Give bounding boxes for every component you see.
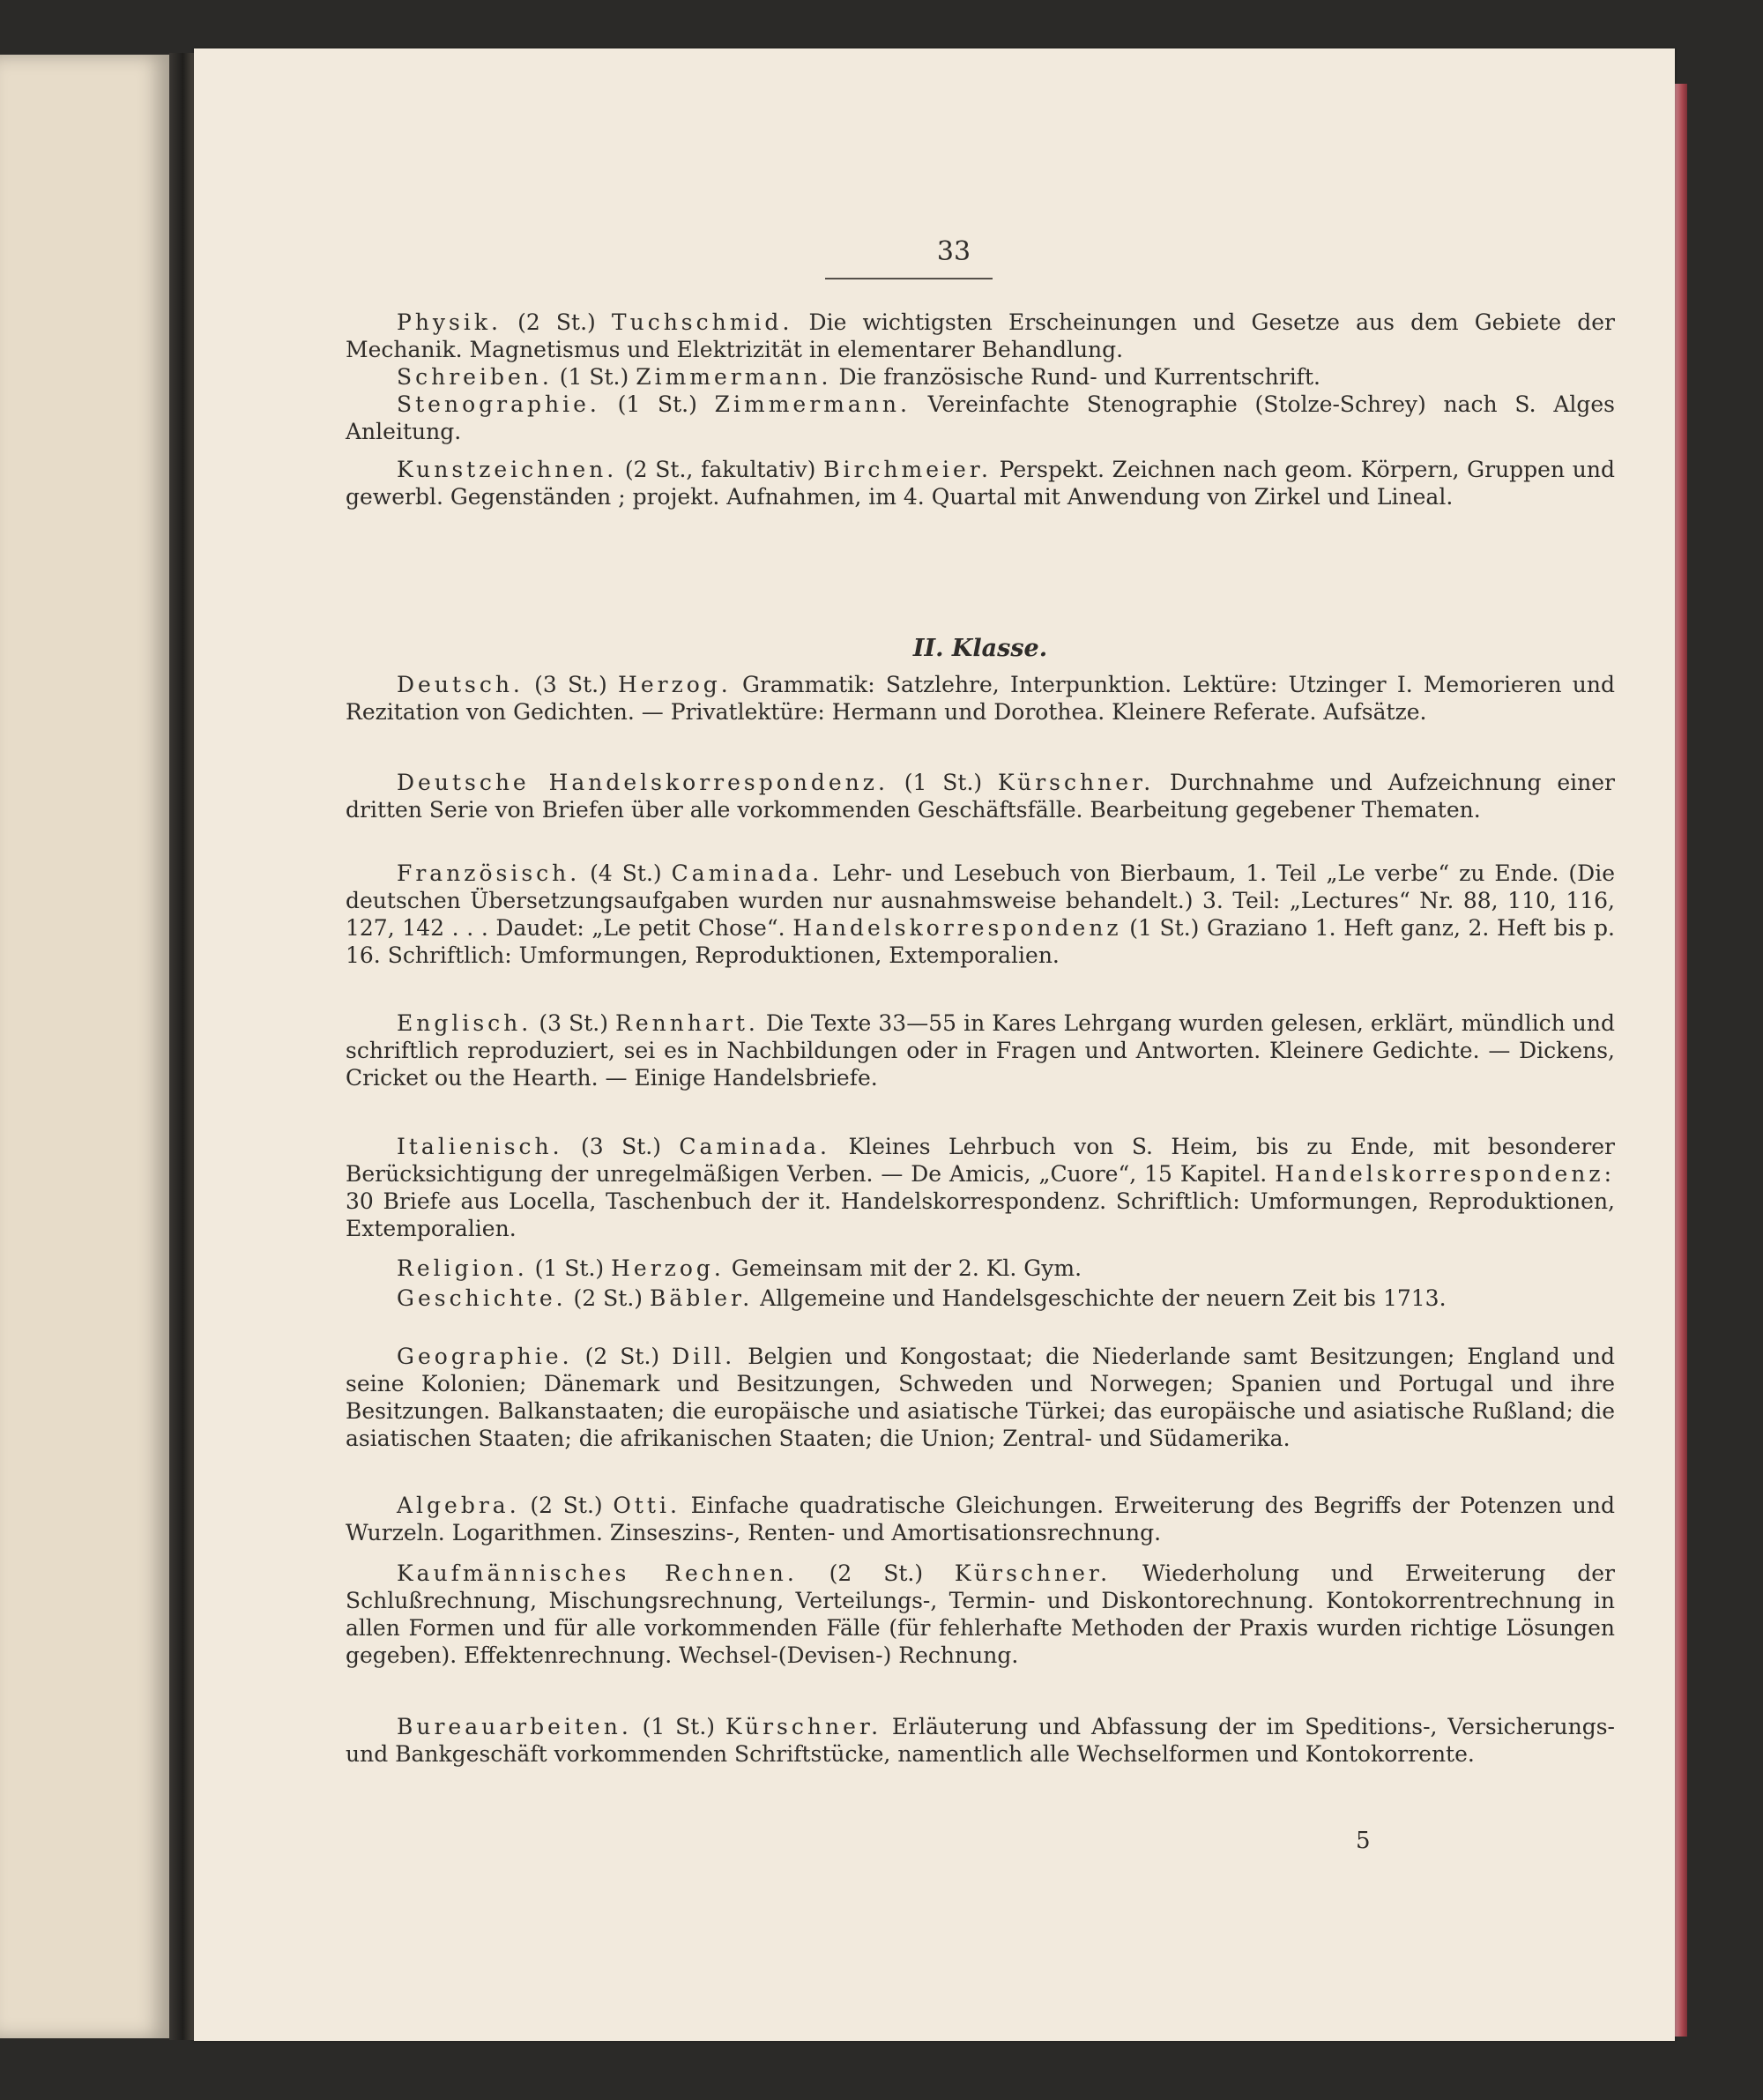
subject: Englisch.	[397, 1010, 532, 1036]
left-page-edge	[0, 55, 171, 2038]
entry-stenographie: Stenographie. (1 St.) Zimmermann. Vereinfachte Stenographie (Stolze-Schrey) nach S. Alges Anleitung.	[346, 391, 1616, 444]
subject: Deutsch.	[397, 672, 524, 697]
subject: Deutsche Handelskorrespondenz.	[397, 770, 889, 795]
entry-bureauarbeiten: Bureauarbeiten. (1 St.) Kürschner. Erläuterung und Abfassung der im Speditions-, Versicherungs- und Bankgeschäft vorkommenden Schriftstücke, namentlich alle Wechselformen und Kontokorrente.	[346, 1714, 1615, 1767]
page	[194, 48, 1675, 2041]
teacher: Otti.	[613, 1493, 681, 1518]
subject: Kunstzeichnen.	[397, 457, 618, 482]
entry-deutsch: Deutsch. (3 St.) Herzog. Grammatik: Satzlehre, Interpunktion. Lektüre: Utzinger I. Memorieren und Rezitation von Gedichten. — Privatlektüre: Hermann und Dorothea. Kleinere Referate. Aufsätze.	[346, 672, 1615, 725]
entry-franzoesisch: Französisch. (4 St.) Caminada. Lehr- und Lesebuch von Bierbaum, 1. Teil „Le verbe“ zu Ende. (Die deutschen Übersetzungsaufgaben wurden nur ausnahmsweise behandelt.) 3. Teil: „Lectures“ Nr. 88, 110, 116, 127, 142 . . . Daudet: „Le petit Chose“. Handelskorrespondenz (1 St.) Graziano 1. Heft ganz, 2. Heft bis p. 16. Schriftlich: Umformungen, Reproduktionen, Extemporalien.	[346, 860, 1615, 968]
subject: Physik.	[397, 309, 502, 335]
entry-kunstzeichnen: Kunstzeichnen. (2 St., fakultativ) Birchmeier. Perspekt. Zeichnen nach geom. Körpern, Gruppen und gewerbl. Gegenständen ; projekt. Aufnahmen, im 4. Quartal mit Anwendung von Zirkel und Lineal.	[346, 457, 1615, 510]
subject: Kaufmännisches Rechnen.	[397, 1560, 798, 1586]
subject: Bureauarbeiten.	[397, 1714, 632, 1739]
entry-religion: Religion. (1 St.) Herzog. Gemeinsam mit der 2. Kl. Gym.	[397, 1255, 1082, 1281]
signature-mark: 5	[1356, 1828, 1371, 1854]
teacher: Kürschner.	[954, 1560, 1112, 1586]
subject: Stenographie.	[397, 391, 600, 417]
entry-geographie: Geographie. (2 St.) Dill. Belgien und Kongostaat; die Niederlande samt Besitzungen; England und seine Kolonien; Dänemark und Besitzungen, Schweden und Norwegen; Spanien und Portugal und ihre Besitzungen. Balkanstaaten; die europäische und asiatische Türkei; das europäische und asiatische Rußland; die asiatischen Staaten; die afrikanischen Staaten; die Union; Zentral- und Südamerika.	[346, 1344, 1615, 1451]
teacher: Herzog.	[611, 1255, 725, 1281]
teacher: Zimmermann.	[636, 364, 832, 390]
red-page-edge	[1675, 84, 1687, 2037]
subject: Schreiben.	[397, 364, 553, 390]
entry-italienisch: Italienisch. (3 St.) Caminada. Kleines Lehrbuch von S. Heim, bis zu Ende, mit besonderer Berücksichtigung der unregelmäßigen Verben. — De Amicis, „Cuore“, 15 Kapitel. Handelskorrespondenz: 30 Briefe aus Locella, Taschenbuch der it. Handelskorrespondenz. Schriftlich: Umformungen, Reproduktionen, Extemporalien.	[346, 1134, 1616, 1241]
page-number: 33	[936, 236, 971, 267]
book-gutter	[169, 53, 194, 2040]
subject: Italienisch.	[397, 1134, 563, 1159]
teacher: Caminada.	[679, 1134, 831, 1159]
teacher: Zimmermann.	[714, 391, 911, 417]
teacher: Rennhart.	[615, 1010, 759, 1036]
teacher: Kürschner.	[725, 1714, 882, 1739]
teacher: Kürschner.	[998, 770, 1155, 795]
section-heading: II. Klasse.	[912, 635, 1048, 662]
teacher: Tuchschmid.	[611, 309, 793, 335]
subject: Französisch.	[397, 860, 581, 886]
teacher: Caminada.	[671, 860, 823, 886]
entry-geschichte: Geschichte. (2 St.) Bäbler. Allgemeine und Handelsgeschichte der neuern Zeit bis 1713.	[397, 1285, 1447, 1311]
entry-handelskorrespondenz: Deutsche Handelskorrespondenz. (1 St.) Kürschner. Durchnahme und Aufzeichnung einer dritten Serie von Briefen über alle vorkommenden Geschäftsfälle. Bearbeitung gegebener Thematen.	[346, 770, 1616, 823]
entry-schreiben: Schreiben. (1 St.) Zimmermann. Die französische Rund- und Kurrentschrift.	[397, 364, 1320, 390]
entry-kaufmaennisches-rechnen: Kaufmännisches Rechnen. (2 St.) Kürschner. Wiederholung und Erweiterung der Schlußrechnung, Mischungsrechnung, Verteilungs-, Termin- und Diskontorechnung. Kontokorrentrechnung in allen Formen und für alle vorkommenden Fälle (für fehlerhafte Methoden der Praxis wurden richtige Lösungen gegeben). Effektenrechnung. Wechsel-(Devisen-) Rechnung.	[346, 1560, 1615, 1668]
teacher: Birchmeier.	[823, 457, 992, 482]
entry-algebra: Algebra. (2 St.) Otti. Einfache quadratische Gleichungen. Erweiterung des Begriffs der Potenzen und Wurzeln. Logarithmen. Zinseszins-, Renten- und Amortisationsrechnung.	[346, 1493, 1616, 1545]
subject: Religion.	[397, 1255, 528, 1281]
teacher: Herzog.	[618, 672, 732, 697]
entry-englisch: Englisch. (3 St.) Rennhart. Die Texte 33—55 in Kares Lehrgang wurden gelesen, erklärt, mündlich und schriftlich reproduziert, sei es in Nachbildungen oder in Fragen und Antworten. Kleinere Gedichte. — Dickens, Cricket ou the Hearth. — Einige Handelsbriefe.	[346, 1010, 1616, 1091]
teacher: Dill.	[672, 1344, 736, 1369]
subject: Geschichte.	[397, 1285, 567, 1311]
teacher: Bäbler.	[649, 1285, 754, 1311]
entry-physik: Physik. (2 St.) Tuchschmid. Die wichtigsten Erscheinungen und Gesetze aus dem Gebiete der Mechanik. Magnetismus und Elektrizität in elementarer Behandlung.	[346, 309, 1615, 362]
header-rule	[825, 278, 993, 279]
subject: Geographie.	[397, 1344, 573, 1369]
subject: Algebra.	[397, 1493, 520, 1518]
